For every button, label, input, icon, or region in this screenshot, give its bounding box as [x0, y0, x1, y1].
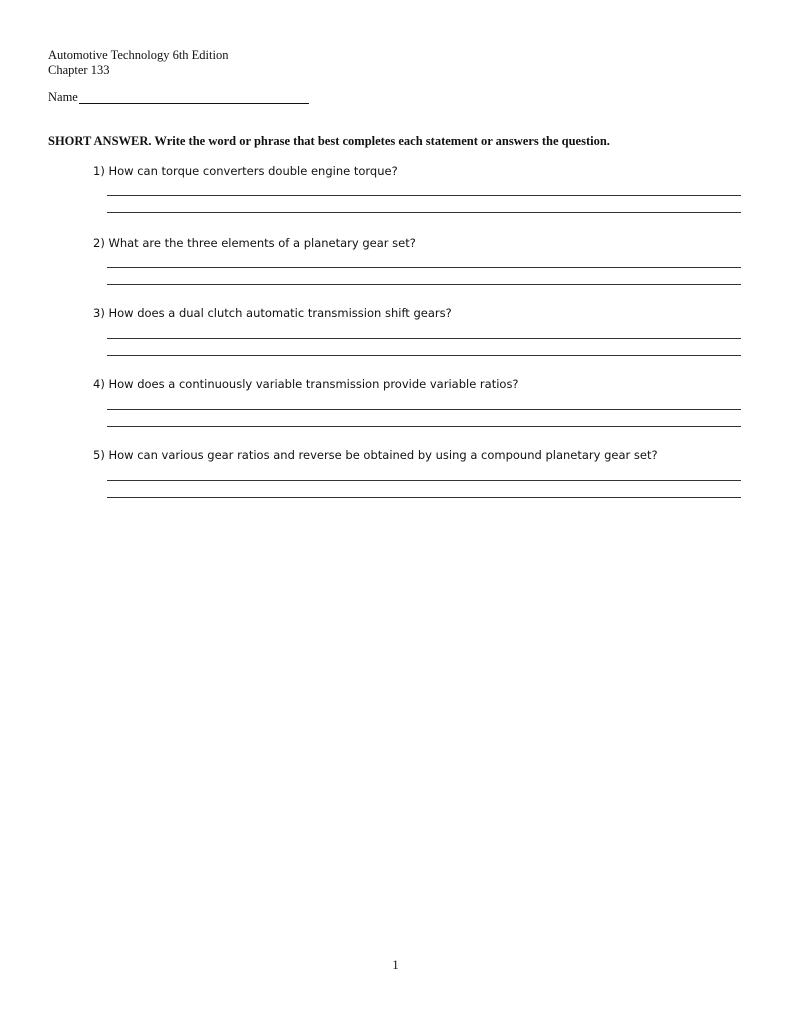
- answer-line[interactable]: [107, 480, 741, 481]
- question-1: [93, 164, 741, 178]
- answer-line[interactable]: [107, 284, 741, 285]
- answer-line[interactable]: [107, 409, 741, 410]
- question-text: 4) How does a continuously variable transmission provide variable ratios?: [93, 377, 519, 391]
- question-text: 3) How does a dual clutch automatic transmission shift gears?: [93, 306, 452, 320]
- question-4: [93, 377, 741, 391]
- section-instructions: SHORT ANSWER. Write the word or phrase that best completes each statement or answers the question.: [48, 134, 610, 148]
- answer-line[interactable]: [107, 426, 741, 427]
- question-2: [93, 236, 741, 250]
- answer-line[interactable]: [107, 195, 741, 196]
- page-number: 1: [392, 958, 399, 972]
- answer-line[interactable]: [107, 267, 741, 268]
- name-field-row: [48, 90, 309, 104]
- question-5: [93, 448, 741, 462]
- name-label: Name: [48, 90, 78, 104]
- answer-line[interactable]: [107, 338, 741, 339]
- question-text: 2) What are the three elements of a planetary gear set?: [93, 236, 416, 250]
- question-text: 1) How can torque converters double engine torque?: [93, 164, 398, 178]
- answer-line[interactable]: [107, 497, 741, 498]
- name-field-line[interactable]: [79, 91, 309, 104]
- question-text: 5) How can various gear ratios and reverse be obtained by using a compound planetary gear set?: [93, 448, 658, 462]
- book-title: Automotive Technology 6th Edition: [48, 48, 229, 62]
- chapter-label: Chapter 133: [48, 63, 110, 77]
- question-3: [93, 306, 741, 320]
- answer-line[interactable]: [107, 355, 741, 356]
- answer-line[interactable]: [107, 212, 741, 213]
